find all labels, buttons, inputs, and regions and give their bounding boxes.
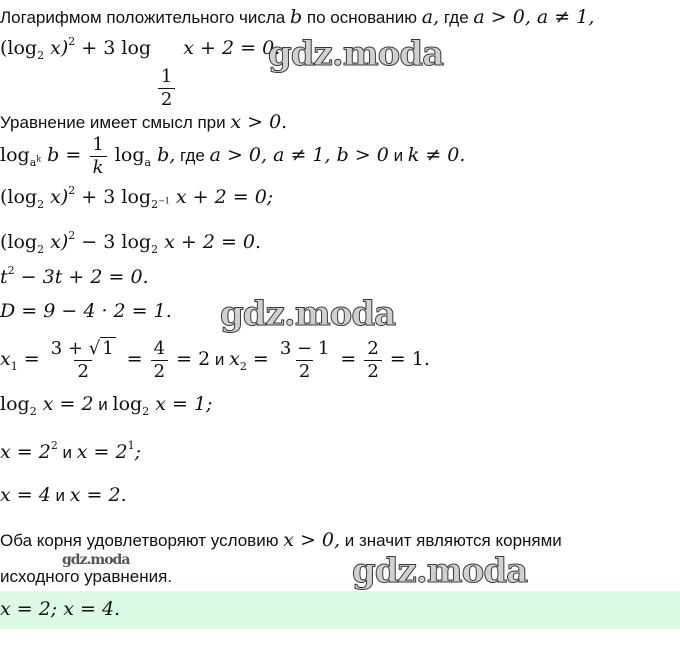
rule-base: ak <box>29 154 42 169</box>
watermark: gdz.moda <box>268 34 444 74</box>
rule-and: и <box>393 145 404 165</box>
step-1: ($\log_2$ x)$^2$ + 3 $\log_{2^{-1}} x + 2 = 0$; <box>0 184 274 211</box>
equation-original <box>0 36 280 109</box>
conclusion-line-1: Оба корня удовлетворяют условию x > 0, и значит являются корнями <box>0 529 562 551</box>
discriminant: D = 9 − 4 · 2 = 1. <box>0 300 172 322</box>
root-fraction-1: $\frac{3 + √ 1}{2}$ <box>50 338 114 382</box>
log-rule <box>0 136 465 177</box>
eq-mid: + 3 log <box>75 37 152 59</box>
roots-line: $x_1$ = $\frac{3 + √ 1}{2}$ = $\frac{4}{2}$ = 2 и $x_2$ = $\frac{3 - 1}{2}$ = $\frac{2}{2}$ = 1. <box>0 338 430 382</box>
eq-power: 2 <box>68 35 76 48</box>
eq-right: x + 2 = 0. <box>177 37 281 59</box>
eq-x: x) <box>44 37 69 59</box>
root-fraction-2: $\frac{4}{2}$ <box>151 340 168 381</box>
intro-cond: a > 0, a ≠ 1, <box>473 6 595 28</box>
root-values: x = 4 и x = 2. <box>0 484 127 506</box>
watermark: gdz.moda <box>352 551 528 591</box>
rule-arg: b = <box>41 143 88 166</box>
eq-base-fraction: $\frac{1}{2}$ <box>158 68 175 109</box>
rule-rhs-base: a <box>144 155 152 169</box>
domain-text: Уравнение имеет смысл при <box>0 113 226 132</box>
log-equations: $\log_2 x = 2$ и $\log_2 x = 1$; <box>0 393 213 418</box>
intro-b: b <box>289 6 303 28</box>
rule-where: где <box>180 145 205 165</box>
step-2: ($\log_2$ x)$^2$ − 3 $\log_2 x + 2 = 0$. <box>0 229 262 256</box>
rule-rhs-arg: b, <box>151 143 176 166</box>
root-fraction-4: $\frac{2}{2}$ <box>364 340 381 381</box>
intro-text-c: где <box>443 8 469 27</box>
eq-base: 2 <box>37 49 45 62</box>
step-3: $t^2 - 3t + 2 = 0$. <box>0 264 149 288</box>
eq-log: (log <box>0 37 38 59</box>
domain-cond: x > 0. <box>230 111 288 133</box>
rule-fraction: $\frac{1}{k}$ <box>89 136 106 177</box>
rule-cond: a > 0, a ≠ 1, b > 0 <box>209 143 389 166</box>
conclusion-line-2: исходного уравнения. <box>0 567 173 586</box>
intro-text-a: Логарифмом положительного числа <box>0 8 286 27</box>
domain-line <box>0 113 287 132</box>
power-equations: $x = 2^2$ и $x = 2^1$; <box>0 439 141 463</box>
rule-cond2: k ≠ 0. <box>407 143 466 166</box>
answer-box <box>0 591 680 629</box>
rule-log: log <box>0 143 30 166</box>
watermark-small: gdz.moda <box>62 552 130 568</box>
rule-rhs-log: log <box>108 143 145 166</box>
answer-text: x = 2; x = 4. <box>0 598 121 620</box>
intro-line <box>0 8 594 27</box>
root-fraction-3: $\frac{3 - 1}{2}$ <box>279 338 330 382</box>
intro-a: a, <box>421 6 440 28</box>
intro-text-b: по основанию <box>306 8 418 27</box>
watermark: gdz.moda <box>220 294 396 334</box>
